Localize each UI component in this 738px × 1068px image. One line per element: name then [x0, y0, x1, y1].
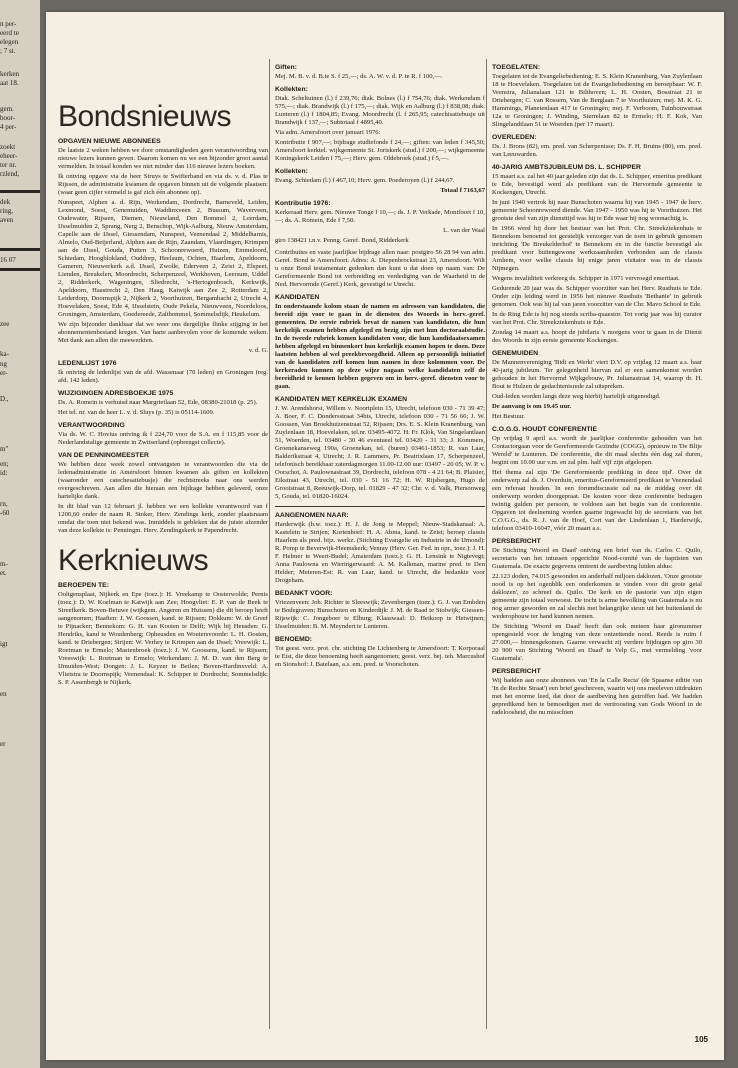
heading: Giften: [275, 64, 297, 71]
previous-page-text-fragment: rzlend, [0, 170, 20, 178]
previous-page-text-fragment: 4 per- [0, 123, 17, 131]
heading: BEROEPEN TE: [58, 582, 109, 589]
paragraph: In 1966 werd hij door het bestuur van het Prot. Chr. Streekziekenhuis te Bennekom benoemd tot geestelijk verzorger van de toen in gebruik genomen inrichting 'De Breukelderhof' te Bennekom en in die functie bevestigd als predikant voor buitengewone werkzaamheden verbonden aan de classis Arnhem, voor welke classis hij enige jaren visitator was in de classis Nijmegen. [492, 225, 702, 272]
paragraph: 15 maart a.s. zal het 40 jaar geleden zijn dat ds. L. Schipper, emeritus predikant te Ede, bevestigd werd als predikant van de Hervormde gemeente te Kockengen, Utrecht. [492, 173, 702, 196]
signature: L. van der Waal [443, 227, 485, 234]
paragraph: Het tel. nr. van de heer L. v. d. Sluys (p. 35) is 05114-1609. [58, 409, 215, 416]
paragraph: Kerkeraad Herv. gem. Nieuwe Tonge f 10,—; ds. J. P. Verkade, Montfoort f 10,—; ds. A. Romein, Ede f 7,50. [275, 209, 485, 224]
previous-page-text-fragment: zee [0, 320, 10, 328]
paragraph: Vriezenveen: Joh. Richter te Sleeswijk; Zevenbergen (toez.): G. J. van Embden te Bodegraven; Bunschoten en Kinderdijk: J. M. de Raad te Stolwijk; Giessen-Rijswijk: C. Jongeboer te Elburg; Klaaswaal: D. Heikoop te Hetwijnen; IJsselmuiden: B. M. Meyndert te Lunteren. [275, 599, 485, 630]
heading: KANDIDATEN [275, 294, 320, 301]
heading: OPGAVEN NIEUWE ABONNEES [58, 138, 161, 145]
previous-page-text-fragment: en [0, 690, 7, 698]
paragraph: Het thema zal zijn 'De Gereformeerde prediking in deze tijd'. Over dit onderwerp zal ds. J. Overduin, emeritus-Gereformeerd predikant te Veenendaal een referaat houden. In een forumdiscussie zal na de middag over dit onderwerp worden doorgepraat. De kosten voor deze conferentie bedragen twintig gulden per persoon, te voldoen aan het begin van de conferentie. Opgaven tot deelneming worden gaarne ingewacht bij de secretaris van het C.O.G.G., ds. R. J. van de Hoef, Cort van der Lindenlaan 1, Harderwijk, telefoon 03410-16047, vóór 20 maart a.s. [492, 469, 702, 532]
previous-page-text-fragment: ring, [0, 207, 14, 215]
column-3 [492, 59, 702, 719]
paragraph: Ik ontving opgave via de heer Struys te Swifterband en via ds. v. d. Plas te Rijssen, de administratie kwamen de opgaven binnen uit de volgende plaatsen: (waar geen cijfer vermeld is gaf zich één abonnee op). [58, 173, 268, 196]
previous-page-rule [0, 248, 40, 251]
previous-page-rule [0, 268, 40, 271]
heading: KANDIDATEN MET KERKELIJK EXAMEN [275, 396, 408, 403]
previous-page-text-fragment: ng [0, 360, 7, 368]
previous-page-text-fragment: igt [0, 640, 8, 648]
heading: PERSBERICHT [492, 668, 541, 675]
paragraph: Oud-leden worden langs deze weg hierbij hartelijk uitgenodigd. [492, 393, 661, 400]
previous-page-text-fragment: aven [0, 216, 14, 224]
total: Totaal f 7163,67 [440, 187, 485, 194]
previous-page-text-fragment: en; [0, 460, 9, 468]
paragraph: Ds. A. Romein is verhuisd naar Margrietlaan 52, Ede, 08380-21018 (p. 25). [58, 399, 258, 406]
giro-line: giro 138421 t.n.v. Penng. Geref. Bond, Ridderkerk [275, 237, 409, 244]
heading: GENEMUIDEN [492, 350, 539, 357]
previous-page-text-fragment: dek [0, 198, 11, 206]
paragraph: In onderstaande kolom staan de namen en adressen van kandidaten, die bereid zijn voor te gaan in de diensten des Woords in herv.-geref. gemeenten. De eerste rubriek bevat de namen van kandidaten, die hun kerkelijk examen hebben afgelegd en bezig zijn met hun doctoraalstudie. In de tweede rubriek komen kandidaten voor, die hun kandidaatsexamen hebben afgelegd en binnenkort hun kerkelijk examen hopen te doen. Deze laatsten hebben al wel preekbevoegdheid. Alleen op persoonlijk initiatief van de kandidaten zelf komen hun namen in deze kolommen voor. De kerkeraden kunnen op deze wijze nagaan welke kandidaten zelf de bereidheid te kennen hebben gegeven om in herv.-geref. diensten voor te gaan. [275, 303, 485, 390]
paragraph: Toegelaten tot de Evangeliebediening: E. S. Klein Kranenburg, Van Zuylenlaan 18 te Hoevelaken. Toegelaten tot de Evangeliebediening en beroepbaar: W. F. Veenstra, Julianalaan 121 te Bilthoven; L. H. Oosten, Bosstraat 21 te Driebergen; C. van Rossem, Van de Berglaan 7 te Voorthuizen; mej. M. K. G. Hammings, Planetenlaan 417 te Groningen; mej. F. Verboom, Tuinbouwstraat 12a te Groningen; J. Winding, Sterrelaan 82 te Ermelo; H. F. Kok, Van Slingelandtlaan 51 te Woerden (per 17 maart). [492, 73, 702, 128]
heading: BENOEMD: [275, 636, 313, 643]
previous-page-text-fragment: eheer- [0, 152, 18, 160]
paragraph: In juni 1940 vertrok hij naar Bunschoten waarna hij van 1945 - 1947 de herv. gemeente Schoonrewoerd diende. Van 1947 - 1950 was hij te Voorthuizen. Het grootste deel van zijn diensttijd was hij te Ede waar hij nog woonachtig is. [492, 199, 702, 222]
column-1 [58, 59, 268, 689]
column-2 [275, 59, 485, 671]
paragraph: Harderwijk (b.w. toez.): H. J. de Jong te Meppel; Nieuw-Stadskanaal: A. Kastelein te Strijen; Kortenhoef: H. A. Abma, kand. te Zeist; beroep classis Haarlem als pred. bijz. werkz. (Stichting Evangelie en Industrie in de IJmond): R. Pomp te Beverwijk-Heemskerk; Venray (Herv. Ger. Fed. in opr., toez.): J. H. F. Helmer te Weert-Budel; Amsterdam (toez.): G. H. Lensink te Nigtevegt; Anna Paulowna en Wieringerwaard: A. M. Kalkman, marine pred. te Den Helder; Meteren-Est: R. van Laar, kand. te Utrecht, die bedankte voor Drogeham. [275, 521, 485, 584]
heading: WIJZIGINGEN ADRESBOEKJE 1975 [58, 390, 174, 397]
paragraph: Het Bestuur. [492, 413, 525, 420]
heading: BEDANKT VOOR: [275, 590, 333, 597]
heading: 40-JARIG AMBTSJUBILEUM DS. L. SCHIPPER [492, 164, 641, 171]
paragraph: In de Ring Ede is hij nog steeds scriba-quaestor. Tot vorig jaar was hij curator van het Prot. Chr. Streekziekenhuis te Ede. [492, 311, 702, 326]
paragraph: We zijn bijzonder dankbaar dat we weer ons dergelijke flinke stijging in het abonnementenbestand kregen. Van harte aanbevolen voor de komende weken. Met dank aan allen die meewerkten. [58, 321, 268, 344]
paragraph: De Stichting 'Woord en Daad' ontving een brief van ds. Carlos C. Quilo, secretaris van het intussen opgerichte Nood-comité van de baptisten van Guatemala. De exacte gegevens omtrent de aardbeving luiden aldus: [492, 547, 702, 570]
previous-page-text-fragment: ; 7 st. [0, 47, 16, 55]
paragraph: Op vrijdag 9 april a.s. wordt de jaarlijkse conferentie gehouden van het Contactorgaan voor de Gereformeerde Gezindte (COGG), opnieuw in 'De Blije Wereld' te Lunteren. De conferentie, die dit maal slechts één dag zal duren, begint om 10.00 uur v.m. en zal plm. half vijf zijn afgelopen. [492, 435, 702, 466]
paragraph: Ooltgensplaat, Nijkerk en Epe (toez.): H. Vreekamp te Oosterwolde; Pernis (toez.): D. W. Koelman te Katwijk aan Zee; Hoogvliet: E. P. van de Beek te Streefkerk. Boven-Betuwe (wijkgem. Angeren en Huissen) die dit beroep heeft aangenomen; Haaften: J. W. Goossen, kand. te Rijssen; Dokkum: W. de Greef te Pijnacker; Bennekom: G. H. van Kooten te Delft; Wijk bij Heusden: G. Hendriks, kand te Woudenberg; Opheusden en Woutersvoorde: L. H. Oosten, kand. te Driebergen; Strijen: W. Verhey te Krimpen aan de IJssel; Vreewijk: L. Roetman te Ermelo; Mastenbroek (toez.): J. W. Goossens, kand. te Rijssen; Vreeswijk: L. Roetman te Ermelo; Werkendam: J. M. D. van den Berg te IJmuiden-West; Dongen: J. L. Keyzer te Beilen; Boven-Hardinxveld: A. Vlietstra te Doornspijk; Veenendaal: K. Schipper te Dordrecht; Sommelsdijk: S. P. Assenbergh te Nijkerk. [58, 591, 268, 686]
previous-page-text-fragment: gem. [0, 105, 14, 113]
paragraph: In dit blad van 12 februari jl. hebben we een kollekte verantwoord van f 1200,60 onder de naam R. Stoker, Herv. Zendings kerk, zonder plaatsnaam omdat die toen niet bekend was. Inmiddels is gebleken dat de juiste afzender van deze kollekte is: Penningm. Herv. Zendingskerk te Papendrecht. [58, 503, 268, 534]
previous-page-edge [0, 0, 40, 1068]
heading: C.O.G.G. HOUDT CONFERENTIE [492, 426, 597, 433]
paragraph: De Stichting 'Woord en Daad' heeft dan ook meteen haar gironummer opengesteld voor de lenging van deze ontzettende nood. Reeds is ruim f 27.000,— binnengekomen. Gaarne verwacht zij verdere bijdragen op giro 30 20 900 van Stichting 'Woord en Daad' te Velp G., met vermelding 'voor Guatemala'. [492, 623, 702, 662]
previous-page-text-fragment: D., [0, 395, 9, 403]
paragraph: Via ds. W. C. Hovius ontving ik f 224,70 voor de S.A. en f 115,85 voor de Nederlandstalige gemeente in Zwitserland (opbrengst collecte). [58, 431, 268, 446]
previous-page-text-fragment: kerken [0, 70, 20, 78]
previous-page-text-fragment: er- [0, 369, 8, 377]
paragraph: Via adm. Amersfoort over januari 1976: [275, 129, 381, 136]
paragraph: Tot geest. verz. prot. chr. stichting De Lichtenberg te Amersfoort: T. Korporaal te Eist, die deze benoeming heeft aangenomen; geest. verz. bej. teh. Marcushof en Sionshof: J. Batelaan, a.s. em. pred. te Voorschoten. [275, 645, 485, 668]
heading: PERSBERICHT [492, 538, 541, 545]
paragraph: J. W. Arendshorst, Willem v. Noortplein 15, Utrecht, telefoon 030 - 71 39 47; A. Boer, F. C. Dondersstraat 34bis, Utrecht, telefoon 030 - 71 56 66; J. W. Goossen, Van Broekhuizenstraat 52, Rijssen; Drs. E. S. Klein Kranenburg, van Zuylenlaan 18, Hoevelaken, tel.nr. 03495-4072. H. Fr. Klok, Van Singelantlaan 51, Woerden, tel. 03480 - 30 46 eventueel tel. 03420 - 31 33; J. Kommers, Groenekanseweg 190a, Groenekan, tel. (buren) 03461-1853; R. van Laar, Balderikstraat 4, Utrecht; J. R. Lammers, Pr. Beatrixlaan 17, Scherpenzeel, telefonisch bereikbaar zaterdagmorgen 11.00-12.00 uur: 03497 - 20 05; W. P. v. Oorschot, A. Paulownastraat 39, Dordrecht, telefoon 078 - 4 21 64; B. Plaisier, Eikstraat 43, Utrecht, tel. 030 - 51 16 72; H. W. Rijsbergen, Hugo de Grootstraat 8, Reeuwijk-Dorp, tel. 01829 - 47 32; Chr. v. d. Valk, Piersonweg 5, Gouda, tel. 01820-16024. [275, 405, 485, 500]
section-title-kerknieuws: Kerknieuws [58, 544, 209, 577]
previous-page-rule [0, 190, 40, 193]
divider [275, 506, 485, 507]
paragraph: Ds. J. Brons (82), em. pred. van Scherpenisse; Ds. F. H. Bruins (80), em. pred. van Leeuwarden. [492, 143, 702, 158]
column-divider [486, 59, 487, 1029]
signature: v. d. G. [248, 347, 268, 354]
heading: Kontributie 1976: [275, 200, 331, 207]
previous-page-text-fragment: n per- [0, 20, 17, 28]
previous-page-text-fragment: m" [0, 445, 9, 453]
paragraph: Evang. Schiedam (l.) f 467,10; Herv. gem. Poederoyen (l.) f 244,67. [275, 177, 455, 184]
previous-page-text-fragment: eerd te [0, 29, 19, 37]
paragraph: De Mannenvereniging 'Bidt en Werkt' viert D.V. op vrijdag 12 maart a.s. haar 40-jarig jubileum. Ter gelegenheid hiervan zal er een samenkomst worden gehouden in het Hervormd Wijkgebouw, Pr. Julianastraat 14, waarop dr. H. Bout te Hulzen de gedachtenisrede zal uitspreken. [492, 359, 702, 390]
heading: VERANTWOORDING [58, 422, 125, 429]
column-divider [269, 59, 270, 1029]
previous-page-text-fragment: 16 07 [0, 256, 16, 264]
heading: AANGENOMEN NAAR: [275, 512, 349, 519]
paragraph: Wij hadden aan onze abonnees van 'En la Calle Recta' (de Spaanse editie van 'In de Rechte Straat') een brief geschreven, waarin wij ons meeleven uitdrukten met het enorme leed, dat door de aardbeving hen getroffen had. We hadden gepredikend hen te bemoedigen met de vertroosting van Gods Woord in de radeloosheid, die nu misschien [492, 677, 702, 716]
heading: VAN DE PENNINGMEESTER [58, 452, 149, 459]
paragraph: Contributies en vaste jaarlijkse bijdrage allen naar: postgiro 56 28 94 van adm. Geref. Bond te Amersfoort. Adres: A. Diepenbrockstraat 23, Amersfoort. Wilt u onze Bond testamentair gedenken dan kunt u dat doen op naam van: De Gereformeerde Bond tot verbreiding en verdediging van de Waarheid in de Ned. Hervormde (Geref.) Kerk, gevestigd te Utrecht. [275, 249, 485, 288]
heading: TOEGELATEN: [492, 64, 541, 71]
paragraph: Wegens invaliditeit verkreeg ds. Schipper in 1971 vervroegd emeritaat. [492, 275, 680, 282]
previous-page-text-fragment: zoekt [0, 143, 16, 151]
paragraph: De laatste 2 weken hebben we door omstandigheden geen verantwoording van nieuwe lezers kunnen geven. Daarom komen nu we een bijzonder groot aantal vermelden. In totaal konden we niet minder dan 116 nieuwe lezers boeken. [58, 147, 268, 170]
previous-page-text-fragment: rn, [0, 500, 8, 508]
previous-page-text-fragment: et. [0, 569, 7, 577]
previous-page-text-fragment: er [0, 740, 6, 748]
heading: LEDENLIJST 1976 [58, 360, 117, 367]
previous-page-text-fragment: ter nr. [0, 161, 17, 169]
previous-page-text-fragment: boor- [0, 114, 16, 122]
paragraph: 22.123 doden, 74.015 gewonden en anderhalf miljoen daklozen. 'Onze grootste nood is op het ogenblik een onderkomen te vinden voor dit grote getal daklozen', zo schreef ds. Quilo. 'De kerk en de pastorie van zijn eigen gemeente zijn totaal verwoest. De tocht is arme bevolking van Guatemala is nu nog armer geworden en zal slechts met belangrijke steun uit het buitenland de wederopbouw ter hand kunnen nemen. [492, 573, 702, 620]
heading: Kollekten: [275, 86, 308, 93]
previous-page-text-fragment: aat 18. [0, 79, 19, 87]
page [46, 12, 724, 1060]
previous-page-text-fragment: id: [0, 469, 8, 477]
paragraph: Zondag 14 maart a.s. hoopt de jubilaris 's morgens voor te gaan in de Dienst des Woords in zijn eerste gemeente Kockengen. [492, 329, 702, 344]
section-title-bondsnieuws: Bondsnieuws [58, 100, 231, 133]
paragraph: Nunspeet, Alphen a. d. Rijn, Werkendam, Dordrecht, Barneveld, Leiden, Lexmond, Soest, Genemuiden, Waddinxveen 2, Bussum, Waverveen, Oudewater, Rijssen, Diemen, Nieuwland, Den Bommel 2, Leerdam, IJsselmuiden 2, Sprang, Nerg 2, Benschop, Wijk-Aalburg, Nieuw Amsterdam, Capelle aan de IJssel, Giessendam, Nunspeet, Veenendaal 2, Middelharnis, Almelo, Oud-Beijerland, Alphen aan de Rijn, Zaandam, Vlaardingen, Krimpen aan de IJssel, Gouda, Putten 3, Schoonrewoerd, Huizen, Emmeloord, Schiedam, Hoogblokland, Ouddorp, Heelsum, Ochten, Haarlem, Apeldoorn, Gameren, Nieuwerkerk a.d. IJssel, Zwolle, Ederveen 2, Zeist 2, Elspeet, Lienden, Breukelen, Moordrecht, Scherpenzeel, Werkhoven, Leersum, Uddel 2, Ridderkerk, Wageningen, Sliedrecht, 's-Hertogenbosch, Kerkwijk, Apeldoorn, Haastrecht 2, Den Haag, Katwijk aan Zee 2, Rotterdam 2, Leiderdorp, Doornspijk 2, Nijkerk 2, Voorthuizen, Bergambacht 2, Utrecht 4, Hoevelaken, Soest, Ede 4, IJsselstein, Oude Pekela, Nieuwveen, Noordeloos, Groningen, Amsterdam, Goedereede, Zaltbommel, Sommelsdijk, Heukelum. [58, 199, 268, 318]
previous-page-text-fragment: elegen [0, 38, 19, 46]
heading: Kollekten: [275, 168, 308, 175]
paragraph: Mej. M. B. v. d. B.te S. f 25,—; ds. A. W. v. d. P. te R. f 100,—. [275, 73, 443, 80]
heading: OVERLEDEN: [492, 134, 537, 141]
paragraph: Kontributie f 907,—; bijdrage studiefonds f 24,—; giften: van leden f 345,50; Amersfoort kerktel. wijkgemeente St. Joriskerk (stud.) f 200,—; wijkgemeente Koningskerk Leiden f 75,—; Herv. gem. Oldebroek (stud.) f 5,—. [275, 139, 485, 162]
paragraph: Gedurende 20 jaar was ds. Schipper voorzitter van het Herv. Rusthuis te Ede. Onder zijn leiding werd in 1956 het nieuwe Rusthuis 'Bethanie' in gebruik genomen. Ook was hij tal van jaren voorzitter van de Chr. Mavo School te Ede. [492, 285, 702, 308]
paragraph: De aanvang is om 19.45 uur. [492, 403, 572, 410]
previous-page-text-fragment: m- [0, 560, 8, 568]
previous-page-text-fragment: -60 [0, 509, 10, 517]
paragraph: Ik ontving de ledenlijst van de afd. Wassenaar (70 leden) en Groningen (reg. afd. 142 leden). [58, 369, 268, 384]
paragraph: Diak. Scheltuinen (l.) f 239,76; diak. Bolnes (l.) f 754,76; diak. Werkendam f 575,—; diak. Brandwijk (l.) f 175,—; diak. Wijk en Aalburg (l.) f 838,08; diak. Lunteren (l.) f 1804,85; Evang. Moordrecht (l. f 265,95; catechisatiebusje uit Brandwijk f 137,—; Subtotaal f 4895,40. [275, 95, 485, 126]
paragraph: We hebben deze week zowel ontvangsten te verantwoorden die via de ledenadministratie in Amersfoort binnen kwamen als giften en kollekten (waaronder een catechesatiebusje) die rechtstreeks naar ons werden overgeschreven. Aan allen die hieraan een bijdrage hebben geleverd, onze hartelijke dank. [58, 461, 268, 500]
previous-page-text-fragment: ka- [0, 350, 9, 358]
page-number: 105 [694, 1035, 708, 1044]
